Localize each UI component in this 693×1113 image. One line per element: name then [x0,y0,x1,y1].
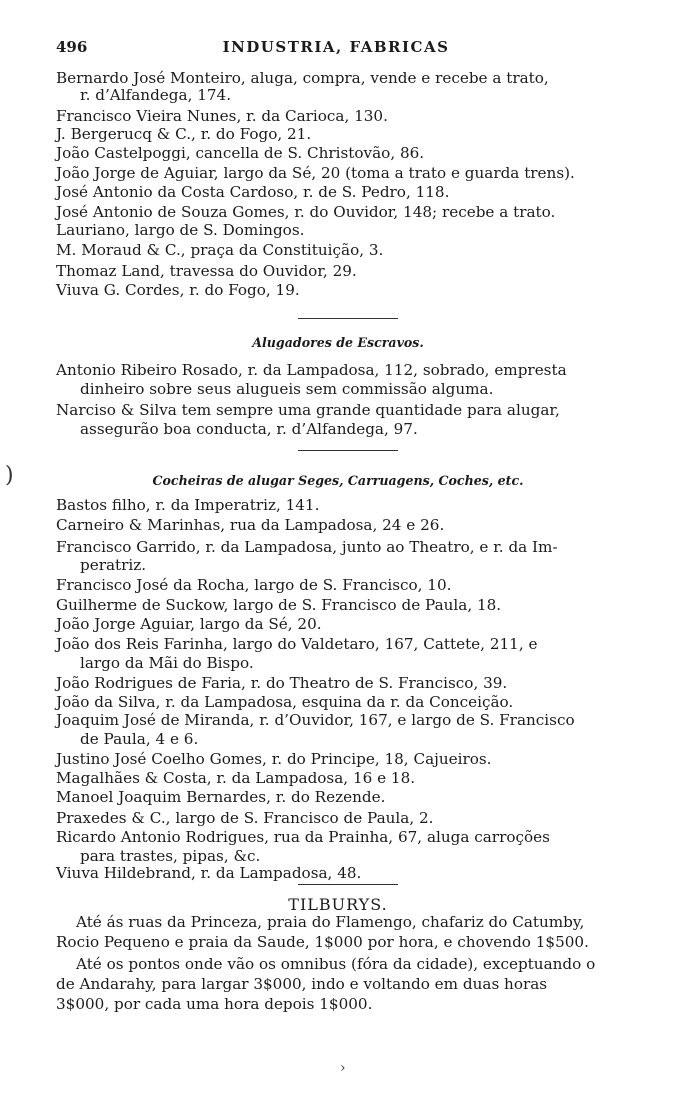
listing-entry: João Castelpoggi, cancella de S. Christovão, 86. [56,144,425,162]
listing-entry: Carneiro & Marinhas, rua da Lampadosa, 24 e 26. [56,516,445,534]
listing-entry-continuation: de Paula, 4 e 6. [80,730,199,748]
listing-entry: M. Moraud & C., praça da Constituição, 3. [56,241,384,259]
listing-entry-continuation: peratriz. [80,556,147,574]
listing-entry: Manoel Joaquim Bernardes, r. do Rezende. [56,788,386,806]
listing-entry-continuation: assegurão boa conducta, r. d’Alfandega, 97. [80,420,418,438]
listing-entry: Viuva Hildebrand, r. da Lampadosa, 48. [56,864,362,882]
listing-entry-continuation: dinheiro sobre seus alugueis sem commissão alguma. [80,380,494,398]
listing-entry: Joaquim José de Miranda, r. d’Ouvidor, 167, e largo de S. Francisco [56,711,575,729]
tilburys-text-line: Até os pontos onde vão os omnibus (fóra da cidade), exceptuando o [76,955,596,973]
listing-entry: J. Bergerucq & C., r. do Fogo, 21. [56,125,312,143]
listing-entry: Francisco José da Rocha, largo de S. Francisco, 10. [56,576,452,594]
listing-entry: Justino José Coelho Gomes, r. do Principe, 18, Cajueiros. [56,750,492,768]
listing-entry: Narciso & Silva tem sempre uma grande quantidade para alugar, [56,401,560,419]
listing-entry: Lauriano, largo de S. Domingos. [56,221,305,239]
section-title-escravos: Alugadores de Escravos. [252,335,424,350]
page-title: INDUSTRIA, FABRICAS [222,38,450,56]
listing-entry: João dos Reis Farinha, largo do Valdetaro, 167, Cattete, 211, e [56,635,538,653]
listing-entry: Ricardo Antonio Rodrigues, rua da Prainha, 67, aluga carroções [56,828,550,846]
listing-entry: João Rodrigues de Faria, r. do Theatro de S. Francisco, 39. [56,674,508,692]
margin-bracket-mark: ) [5,463,14,488]
listing-entry: João Jorge Aguiar, largo da Sé, 20. [56,615,322,633]
listing-entry: João da Silva, r. da Lampadosa, esquina da r. da Conceição. [56,693,514,711]
section-title-cocheiras: Cocheiras de alugar Seges, Carruagens, Coches, etc. [152,473,524,488]
listing-entry: Thomaz Land, travessa do Ouvidor, 29. [56,262,357,280]
section-title-tilburys: TILBURYS. [288,895,388,914]
running-header [56,38,616,62]
listing-entry: Francisco Vieira Nunes, r. da Carioca, 130. [56,107,388,125]
ink-mark: › [340,1060,346,1076]
listing-entry-continuation: para trastes, pipas, &c. [80,847,261,865]
section-divider [298,884,398,885]
section-divider [298,450,398,451]
tilburys-text-line: de Andarahy, para largar 3$000, indo e voltando em duas horas [56,975,548,993]
tilburys-text-line: 3$000, por cada uma hora depois 1$000. [56,995,373,1013]
listing-entry-continuation: largo da Mãi do Bispo. [80,654,254,672]
listing-entry: Praxedes & C., largo de S. Francisco de Paula, 2. [56,809,434,827]
listing-entry: Francisco Garrido, r. da Lampadosa, junto ao Theatro, e r. da Im- [56,538,558,556]
listing-entry: Bernardo José Monteiro, aluga, compra, vende e recebe a trato, [56,69,549,87]
listing-entry: José Antonio da Costa Cardoso, r. de S. Pedro, 118. [56,183,450,201]
section-divider [298,318,398,319]
listing-entry: Antonio Ribeiro Rosado, r. da Lampadosa, 112, sobrado, empresta [56,361,567,379]
tilburys-text-line: Até ás ruas da Princeza, praia do Flamengo, chafariz do Catumby, [76,913,585,931]
listing-entry: Magalhães & Costa, r. da Lampadosa, 16 e 18. [56,769,416,787]
listing-entry: Viuva G. Cordes, r. do Fogo, 19. [56,281,300,299]
tilburys-text-line: Rocio Pequeno e praia da Saude, 1$000 por hora, e chovendo 1$500. [56,933,589,951]
listing-entry: José Antonio de Souza Gomes, r. do Ouvidor, 148; recebe a trato. [56,203,556,221]
listing-entry: João Jorge de Aguiar, largo da Sé, 20 (toma a trato e guarda trens). [56,164,575,182]
page-number: 496 [56,38,88,56]
listing-entry-continuation: r. d’Alfandega, 174. [80,86,232,104]
listing-entry: Bastos filho, r. da Imperatriz, 141. [56,496,320,514]
listing-entry: Guilherme de Suckow, largo de S. Francisco de Paula, 18. [56,596,502,614]
